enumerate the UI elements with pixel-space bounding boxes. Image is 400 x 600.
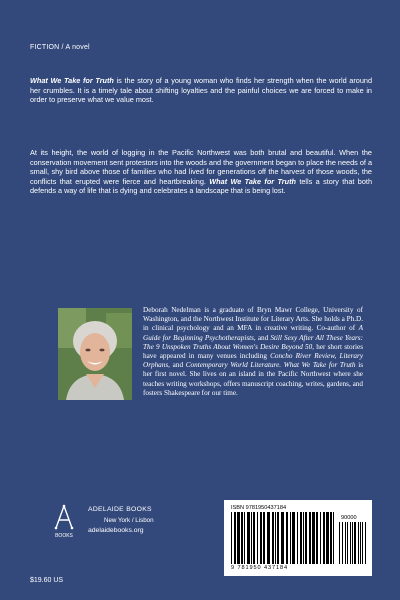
barcode-bar bbox=[316, 512, 318, 564]
bio-book-title: A Guide for Beginning Psychotherapists, bbox=[143, 324, 363, 342]
barcode-box bbox=[224, 500, 372, 576]
barcode-bar bbox=[263, 512, 265, 564]
publisher-name: ADELAIDE BOOKS bbox=[88, 506, 152, 513]
genre-label: FICTION / A novel bbox=[30, 44, 90, 51]
barcode-bar bbox=[354, 522, 356, 564]
barcode-bar bbox=[365, 522, 366, 564]
barcode-bar bbox=[339, 522, 340, 564]
isbn-digits: 9 781950 437184 bbox=[231, 565, 289, 571]
barcode-bar bbox=[309, 512, 311, 564]
bio-text: Deborah Nedelman is a graduate of Bryn Mawr College, University of Washington, and the Northwest Institute for Literary Arts. She holds a Ph.D. in clinical psychology and an MFA in creative writing. Co-author of bbox=[143, 306, 363, 333]
barcode-bar bbox=[300, 512, 302, 564]
publisher-block bbox=[22, 500, 182, 560]
book-title-inline: What We Take for Truth bbox=[209, 176, 296, 186]
barcode-bar bbox=[281, 512, 284, 564]
barcode-bar bbox=[231, 512, 232, 564]
barcode-bar bbox=[247, 512, 250, 564]
barcode-bar bbox=[350, 522, 351, 564]
bio-book-title: What We Take for Truth bbox=[283, 361, 356, 370]
author-bio bbox=[143, 306, 363, 398]
barcode-bar bbox=[251, 512, 252, 564]
bio-venue: Concho River Review, Literary Orphans, bbox=[143, 352, 364, 370]
bio-text: and bbox=[255, 333, 271, 342]
price: $19.60 US bbox=[30, 577, 64, 584]
barcode-bar bbox=[342, 522, 343, 564]
addon-barcode-image bbox=[339, 522, 367, 564]
bio-text: is her first novel. She lives on an island in the Pacific Northwest where she teaches writing workshops, offers manuscript coaching, writes, gardens, and fosters Shakespeare for our time. bbox=[143, 361, 364, 397]
publisher-city: New York / Lisbon bbox=[104, 517, 154, 524]
blurb-text: At its height, the world of logging in the Pacific Northwest was both brutal and beautiful. When the conservation movement sent protestors into the woods and the government began to place the needs of a small, shy bird above those of families who had lived for generations off the harvest of those woods, the conflicts that erupted were fierce and heartbreaking. bbox=[30, 148, 372, 186]
barcode-bar bbox=[305, 512, 307, 564]
barcode-bar bbox=[333, 512, 334, 564]
barcode-bar bbox=[358, 522, 359, 564]
bio-text: and bbox=[169, 361, 186, 370]
blurb-text: tells a story that both defends a way of life that is dying and celebrates a landscape that is being lost. bbox=[30, 176, 373, 196]
barcode-bar bbox=[330, 512, 332, 564]
barcode-bar bbox=[290, 512, 291, 564]
barcode-bar bbox=[292, 512, 295, 564]
blurb-paragraph-1 bbox=[30, 76, 372, 105]
barcode-bar bbox=[286, 512, 288, 564]
barcode-bar bbox=[267, 512, 270, 564]
barcode-bar bbox=[312, 512, 315, 564]
barcode-bar bbox=[303, 512, 304, 564]
barcode-bar bbox=[257, 512, 258, 564]
bio-text: her short stories have appeared in many venues including bbox=[143, 342, 363, 361]
bio-book-title: Still Sexy After All These Years: The 9 Unspoken Truths About Women's Desire Beyond 50, bbox=[143, 333, 363, 351]
publisher-logo bbox=[52, 504, 76, 540]
barcode-bar bbox=[352, 522, 353, 564]
barcode-bar bbox=[237, 512, 240, 564]
barcode-bar bbox=[272, 512, 274, 564]
barcode-bar bbox=[244, 512, 245, 564]
barcode-bar bbox=[275, 512, 276, 564]
barcode-bar bbox=[234, 512, 236, 564]
author-photo bbox=[58, 308, 132, 400]
barcode-bar bbox=[362, 522, 363, 564]
isbn-label: ISBN 9781950437184 bbox=[231, 505, 287, 511]
blurb-paragraph-2 bbox=[30, 148, 372, 196]
blurb-text: is the story of a young woman who finds her strength when the world around her crumbles. It is a timely tale about shifting loyalties and the painful choices we are forced to make in order to preserve what we value most. bbox=[30, 76, 373, 105]
barcode-bar bbox=[347, 522, 348, 564]
bio-venue: Contemporary World Literature. bbox=[185, 361, 282, 370]
barcode-bar bbox=[277, 512, 279, 564]
book-title-inline: What We Take for Truth bbox=[30, 76, 114, 85]
publisher-url[interactable]: adelaidebooks.org bbox=[88, 527, 144, 534]
barcode-bar bbox=[345, 522, 346, 564]
barcode-bar bbox=[326, 512, 329, 564]
barcode-bar bbox=[253, 512, 255, 564]
barcode-bar bbox=[360, 522, 361, 564]
barcode-bar bbox=[320, 512, 321, 564]
barcode-image bbox=[231, 512, 335, 564]
barcode-bar bbox=[260, 512, 262, 564]
barcode-bar bbox=[323, 512, 325, 564]
addon-number: 90000 bbox=[341, 515, 357, 521]
barcode-bar bbox=[297, 512, 298, 564]
barcode-bar bbox=[241, 512, 243, 564]
logo-text: BOOKS bbox=[55, 533, 73, 539]
